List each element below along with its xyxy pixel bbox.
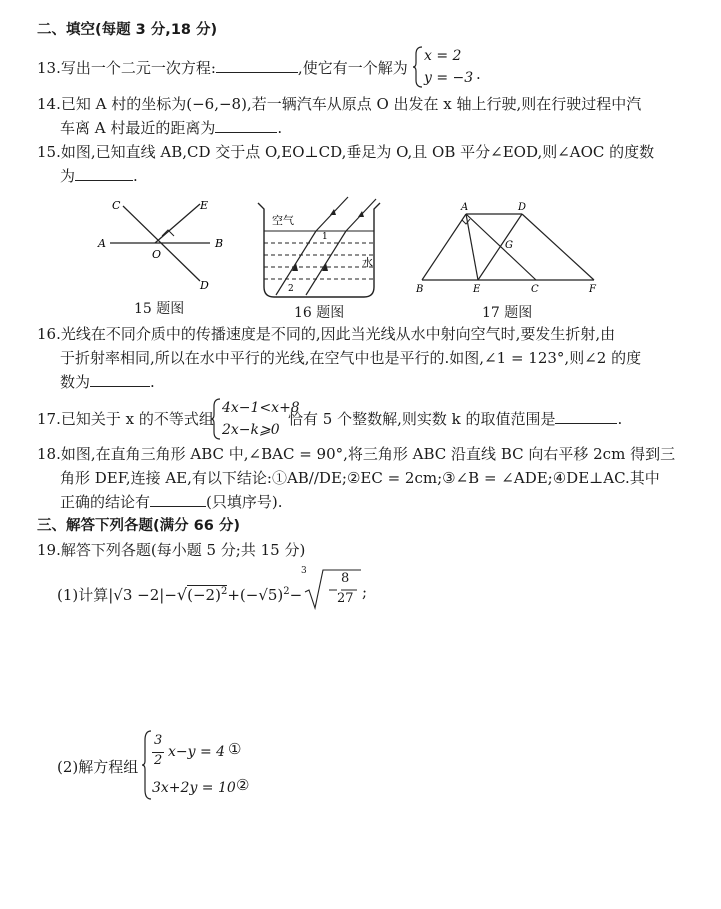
q19-p1-radicand: $(-2)^2$	[187, 586, 228, 604]
question-16-line3	[60, 372, 155, 392]
question-18-line1: 18.如图,在直角三角形 ABC 中,∠BAC = 90°,将三角形 ABC 沿直线 BC 向右平移 2cm 得到三	[37, 445, 676, 463]
q14-end: .	[277, 119, 283, 137]
figure-16-caption: 16 题图	[294, 305, 345, 321]
f17-label-B: B	[416, 284, 424, 295]
figure-17	[408, 200, 608, 295]
question-16-line2: 于折射率相同,所以在水中平行的光线,在空气中也是平行的.如图,∠1 = 123°,则∠2 的度	[60, 349, 642, 367]
q19-part1	[57, 582, 302, 605]
f15-label-B: B	[215, 237, 224, 250]
q16-end: .	[150, 373, 155, 391]
f17-label-G: G	[505, 240, 513, 251]
question-14-line1: 14.已知 A 村的坐标为(−6,−8),若一辆汽车从原点 O 出发在 x 轴上行驶,则在行驶过程中汽	[37, 95, 642, 113]
q19-part2-label: (2)解方程组	[57, 758, 139, 776]
question-14-line2	[60, 118, 282, 138]
cube-root-icon	[303, 568, 363, 612]
q13-end: .	[476, 65, 481, 83]
q17-text-b: 恰有 5 个整数解,则实数 k 的取值范围是	[288, 410, 556, 428]
q14-text: 车离 A 村最近的距离为	[60, 119, 216, 137]
q15-text: 为	[60, 167, 76, 185]
question-15-line1: 15.如图,已知直线 AB,CD 交于点 O,EO⊥CD,垂足为 O,且 OB 平分∠EOD,则∠AOC 的度数	[37, 143, 655, 161]
f17-label-A: A	[461, 202, 469, 213]
question-15-line2	[60, 166, 138, 186]
q13-eq2: y = −3	[424, 70, 474, 86]
f16-water-label: 水	[362, 256, 373, 269]
f15-label-O: O	[152, 248, 162, 261]
figure-15	[90, 196, 240, 296]
section-title-solve: 三、解答下列各题(满分 66 分)	[37, 518, 241, 534]
q13-text-b: ,使它有一个解为	[297, 59, 408, 77]
question-17-text-b	[288, 409, 622, 429]
f16-air-label: 空气	[272, 214, 294, 227]
figure-17-caption: 17 题图	[482, 305, 533, 321]
q15-answer-blank[interactable]	[75, 166, 133, 181]
q13-text-a: 13.写出一个二元一次方程:	[37, 59, 216, 77]
f17-label-D: D	[518, 202, 527, 213]
q17-answer-blank[interactable]	[555, 409, 617, 424]
q18-answer-blank[interactable]	[150, 492, 206, 507]
q17-ineq1: 4x−1<x+8	[222, 400, 300, 416]
q19-p1-label: (1)计算	[57, 586, 109, 604]
q19-p1-numerator: 8	[341, 571, 350, 586]
q19-p1-term3-exp: 2	[283, 586, 290, 597]
f16-angle-2: 2	[288, 284, 294, 294]
q19-p1-cube-index: 3	[301, 566, 307, 576]
q13-answer-blank[interactable]	[216, 58, 298, 73]
q19-p2-frac-den: 2	[154, 753, 163, 768]
question-17-text-a: 17.已知关于 x 的不等式组	[37, 410, 214, 428]
q19-p2-eq2: 3x+2y = 10	[152, 780, 236, 796]
f15-label-C: C	[112, 199, 121, 212]
q19-p1-term3: +(−√5)	[227, 586, 284, 604]
figure-16	[250, 195, 390, 300]
q15-end: .	[133, 167, 138, 185]
q18-text: 正确的结论有	[60, 493, 151, 511]
q19-p1-abs: |√3 −2|−	[108, 586, 177, 604]
q16-answer-blank[interactable]	[90, 372, 150, 387]
f15-label-D: D	[200, 279, 209, 292]
f17-label-E: E	[473, 284, 481, 295]
q19-p2-mark1: ①	[228, 740, 242, 758]
f17-label-C: C	[531, 284, 539, 295]
question-16-line1: 16.光线在不同介质中的传播速度是不同的,因此当光线从水中射向空气时,要发生折射,由	[37, 325, 616, 343]
q19-p1-minus: −	[289, 586, 303, 604]
q17-end: .	[617, 410, 623, 428]
section-title-fill-blank: 二、填空(每题 3 分,18 分)	[37, 22, 218, 38]
f15-label-E: E	[200, 199, 209, 212]
q19-p1-end: ;	[362, 583, 368, 601]
question-18-line3	[60, 492, 283, 512]
q17-brace	[210, 398, 222, 440]
q19-p2-mark2: ②	[236, 776, 250, 794]
q19-p2-eq1: x−y = 4	[168, 744, 226, 760]
q18-end: (只填序号).	[206, 493, 283, 511]
q19-p1-denominator: 27	[337, 591, 354, 606]
q13-eq1: x = 2	[424, 48, 462, 64]
q17-ineq2: 2x−k⩾0	[222, 422, 280, 438]
figure-15-caption: 15 题图	[134, 301, 185, 317]
q14-answer-blank[interactable]	[215, 118, 277, 133]
q13-brace	[412, 46, 424, 88]
q19-p2-frac-num: 3	[154, 733, 163, 748]
question-13	[37, 58, 408, 78]
question-19-title: 19.解答下列各题(每小题 5 分;共 15 分)	[37, 541, 306, 559]
f17-label-F: F	[589, 284, 596, 295]
f15-label-A: A	[98, 237, 106, 250]
sqrt-icon: √	[176, 585, 188, 604]
question-18-line2: 角形 DEF,连接 AE,有以下结论:①AB//DE;②EC = 2cm;③∠B = ∠ADE;④DE⊥AC.其中	[60, 469, 660, 487]
f16-angle-1: 1	[322, 232, 328, 242]
q16-text: 数为	[60, 373, 91, 391]
